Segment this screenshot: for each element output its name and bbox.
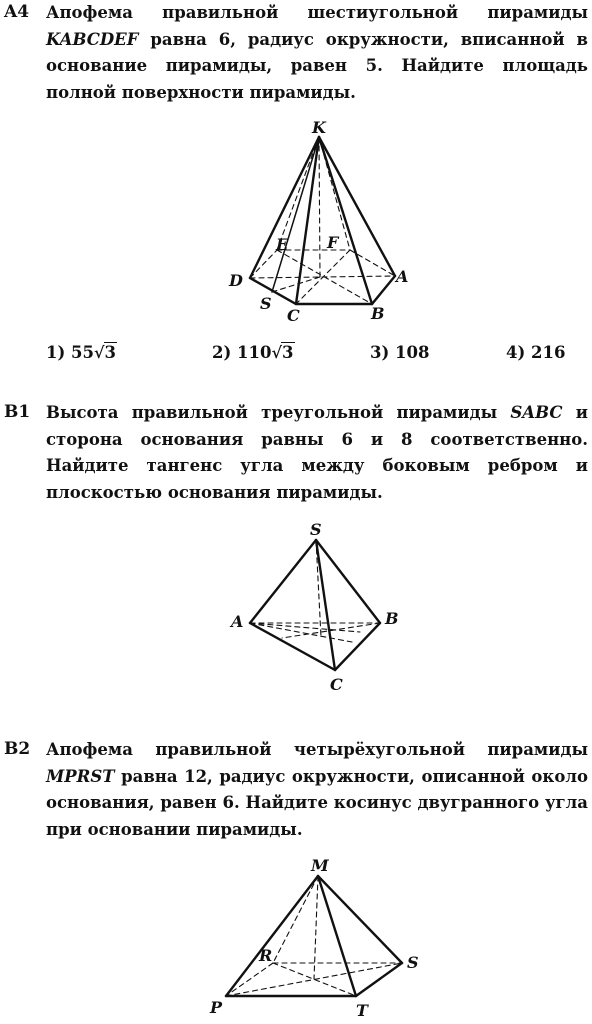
answer-option[interactable] bbox=[506, 343, 566, 362]
answer-number: 1) bbox=[46, 343, 66, 362]
answer-options bbox=[46, 343, 588, 369]
pyramid-name: SABC bbox=[510, 403, 563, 422]
text-part: Апофема правильной четырёхугольной пирамиды bbox=[46, 740, 588, 759]
answer-option[interactable] bbox=[46, 343, 117, 362]
problem-text bbox=[46, 737, 588, 843]
vertex-label: S bbox=[260, 294, 272, 313]
pyramid-name: MPRST bbox=[46, 766, 115, 786]
problem-number: B2 bbox=[4, 739, 31, 759]
vertex-label: E bbox=[276, 235, 289, 254]
answer-number: 3) bbox=[370, 343, 390, 362]
vertex-label: S bbox=[407, 953, 419, 972]
answer-option[interactable] bbox=[212, 343, 295, 362]
problem-text bbox=[46, 400, 588, 506]
sqrt-sign: √ bbox=[94, 343, 105, 362]
vertex-label: K bbox=[312, 118, 326, 137]
answer-value: 55 bbox=[71, 343, 95, 362]
vertex-label: D bbox=[229, 271, 243, 290]
vertex-label: C bbox=[330, 675, 343, 694]
text-part: и сторона основания равны 6 и 8 соответственно. Найдите тангенс угла между боковым ребром и плоскостью основания пирамиды. bbox=[46, 403, 588, 502]
vertex-label: C bbox=[287, 306, 300, 325]
vertex-label: A bbox=[396, 267, 409, 286]
vertex-label: M bbox=[311, 856, 329, 875]
hexagonal-pyramid-figure bbox=[0, 0, 592, 340]
answer-option[interactable] bbox=[370, 343, 430, 362]
answer-radicand: 3 bbox=[104, 343, 117, 362]
vertex-label: P bbox=[210, 998, 223, 1017]
vertex-label: B bbox=[371, 304, 385, 323]
text-part: равна 12, радиус окружности, описанной около основания, равен 6. Найдите косинус двугранного угла при основании пирамиды. bbox=[46, 766, 588, 839]
vertex-label: F bbox=[327, 233, 339, 252]
vertex-label: B bbox=[385, 609, 399, 628]
vertex-label: T bbox=[356, 1001, 368, 1020]
problem-number: B1 bbox=[4, 402, 31, 422]
vertex-label: R bbox=[259, 946, 273, 965]
triangular-pyramid-figure bbox=[0, 510, 592, 700]
answer-value: 216 bbox=[531, 343, 566, 362]
answer-number: 4) bbox=[506, 343, 526, 362]
vertex-label: A bbox=[231, 612, 244, 631]
text-part: равна 6, радиус окружности, вписанной в основание пирамиды, равен 5. Найдите площадь полной поверхности пирамиды. bbox=[46, 29, 588, 102]
answer-radicand: 3 bbox=[282, 343, 294, 362]
sqrt-sign: √ bbox=[271, 343, 283, 362]
problem-number: A4 bbox=[4, 2, 30, 22]
answer-value: 108 bbox=[395, 343, 430, 362]
quadrilateral-pyramid-figure bbox=[0, 850, 592, 1024]
text-part: Высота правильной треугольной пирамиды bbox=[46, 403, 511, 422]
answer-number: 2) bbox=[212, 343, 232, 362]
vertex-label: S bbox=[310, 520, 322, 539]
answer-value: 110 bbox=[237, 343, 272, 362]
pyramid-name: KABCDEF bbox=[46, 29, 139, 49]
text-part: Апофема правильной шестиугольной пирамиды bbox=[46, 3, 588, 22]
